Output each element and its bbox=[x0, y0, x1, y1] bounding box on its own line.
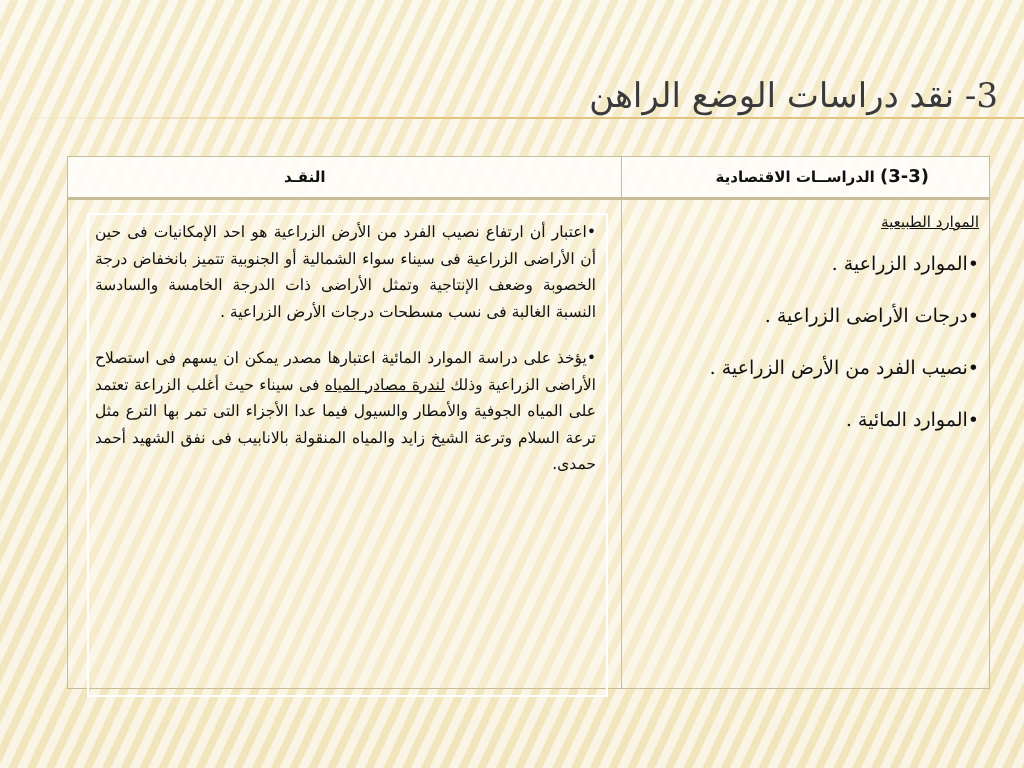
bullet-land-grades: •درجات الأراضى الزراعية . bbox=[764, 305, 979, 327]
natural-resources-subheading: الموارد الطبيعية bbox=[881, 213, 979, 231]
table-header-row bbox=[68, 157, 989, 200]
header-critique: النقـد bbox=[284, 168, 326, 186]
header-economic-studies bbox=[716, 157, 929, 197]
critique-paragraph-1: •اعتبار أن ارتفاع نصيب الفرد من الأرض الزراعية هو احد الإمكانيات فى حين أن الأراضى الزراعية فى سيناء سواء الشمالية أو الجنوبية تتميز بانخفاض درجة الخصوبة وضعف الإنتاجية وتمثل الأراضى ذات الدرجة الخامسة والسادسة النسبة الغالبة فى نسب مسطحات درجات الأرض الزراعية . bbox=[95, 223, 596, 321]
economic-studies-cell bbox=[634, 213, 979, 459]
bullet-water-resources: •الموارد المائية . bbox=[845, 409, 979, 431]
critique-p2-underlined: لندرة مصادر المياه bbox=[324, 375, 446, 394]
slide-title: 3- نقد دراسات الوضع الراهن bbox=[589, 76, 998, 116]
header-section-number: (3-3) bbox=[880, 166, 929, 187]
studies-table bbox=[67, 156, 990, 689]
critique-p2-start: •يؤخذ على دراسة الموارد المائية اعتبارها مصدر يمكن ان يسهم فى استصلاح الأراضى الزراعية وذلك bbox=[95, 349, 596, 394]
bullet-agricultural-resources: •الموارد الزراعية . bbox=[831, 253, 979, 275]
critique-text bbox=[95, 219, 596, 498]
bullet-land-per-capita: •نصيب الفرد من الأرض الزراعية . bbox=[709, 357, 979, 379]
critique-text-box bbox=[87, 213, 608, 697]
title-underline bbox=[0, 117, 1024, 119]
critique-paragraph-2 bbox=[95, 345, 596, 478]
critique-p2-end: فى سيناء حيث أغلب الزراعة تعتمد على المياه الجوفية والأمطار والسيول فيما عدا الأجزاء التى تمر بها الترع مثل ترعة السلام وترعة الشيخ زايد والمياه المنقولة بالانابيب فى نفق الشهيد أحمد حمدى. bbox=[95, 375, 596, 473]
header-section-label: الدراســات الاقتصادية bbox=[715, 168, 875, 186]
title-area bbox=[0, 76, 1024, 128]
column-divider bbox=[621, 157, 622, 688]
